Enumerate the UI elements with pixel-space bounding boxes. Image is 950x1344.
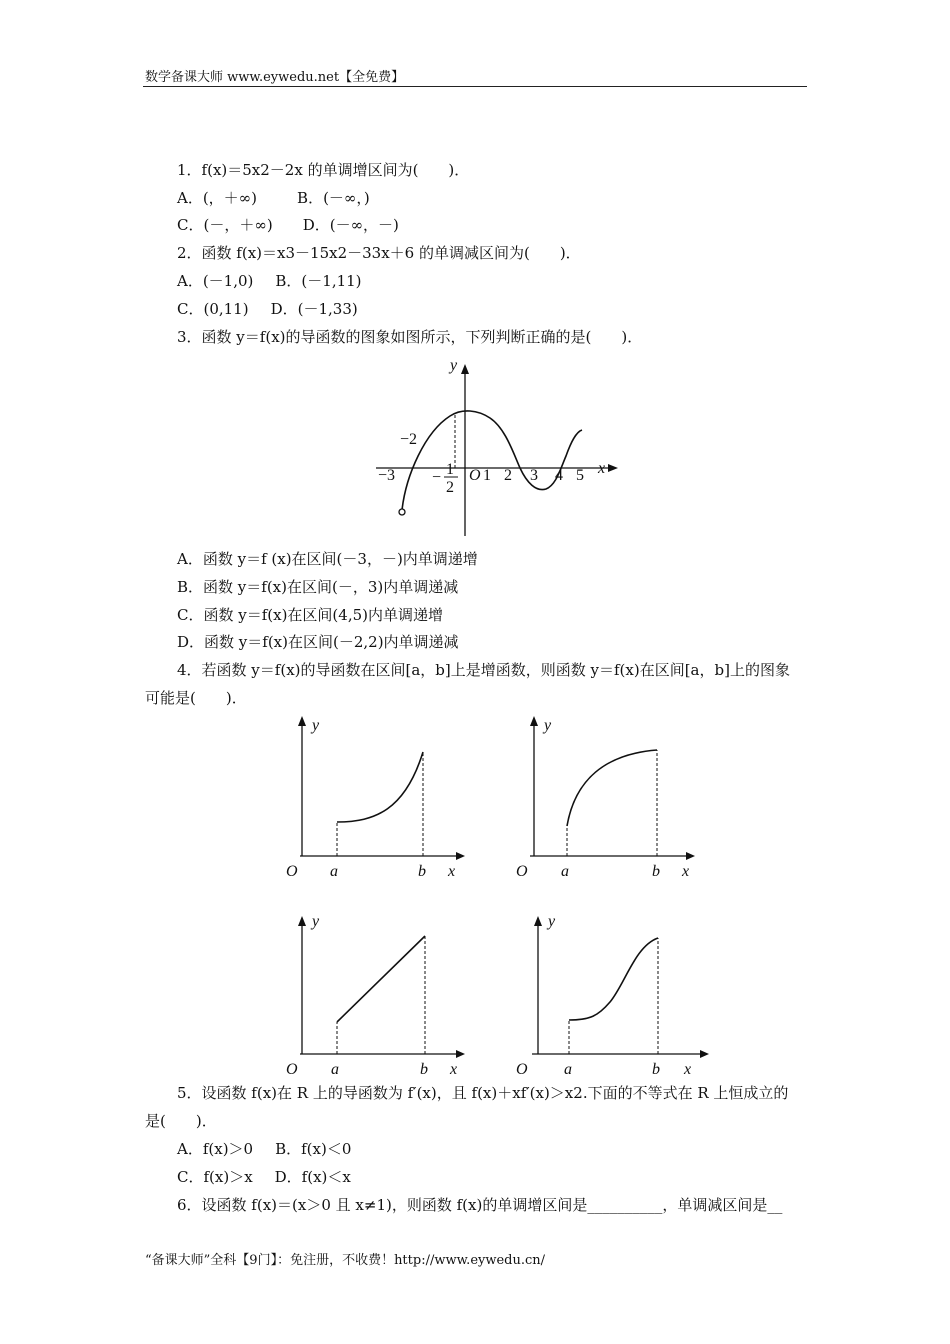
q1-options-row2 [177, 215, 399, 235]
q1-options-row1 [177, 188, 370, 208]
q4b-x-arrow [686, 852, 695, 860]
q3-option-a: A．函数 y＝f (x)在区间(－3，－)内单调递增 [177, 550, 478, 568]
q4d-curve [569, 938, 658, 1020]
q4a-y-label: y [312, 717, 320, 734]
q4d-y-label: y [548, 913, 556, 930]
q3-y-arrow [461, 364, 469, 374]
q3-option-b: B．函数 y＝f(x)在区间(－，3)内单调递减 [177, 578, 459, 596]
q3-tick-neg2: −2 [400, 431, 418, 448]
q4-graph-d [510, 906, 710, 1076]
q2-stem: 2．函数 f(x)＝x3－15x2－33x＋6 的单调减区间为( )． [177, 244, 581, 262]
q4d-origin-label: O [516, 1061, 528, 1078]
q1-option-b: B．(－∞，) [297, 189, 370, 207]
q5-option-d: D．f(x)＜x [274, 1168, 351, 1186]
q1-option-c: C．(－，＋∞) [177, 216, 273, 234]
q2-option-b: B．(－1,11) [275, 272, 362, 290]
q4c-x-arrow [456, 1050, 465, 1058]
q3-stem: 3．函数 y＝f(x)的导函数的图象如图所示，下列判断正确的是( )． [177, 328, 643, 346]
q4c-y-arrow [298, 916, 306, 926]
q4a-origin-label: O [286, 863, 298, 880]
q4c-line [337, 936, 425, 1022]
q3-option-d: D．函数 y＝f(x)在区间(－2,2)内单调递减 [177, 633, 459, 651]
q4c-y-label: y [312, 913, 320, 930]
q4d-x-label: x [684, 1061, 692, 1078]
q4b-b-label: b [652, 863, 660, 880]
q3-tick-4: 4 [555, 467, 563, 484]
q4b-y-arrow [530, 716, 538, 726]
q4b-x-label: x [682, 863, 690, 880]
q4b-curve [567, 750, 657, 826]
q4a-y-arrow [298, 716, 306, 726]
q3-derivative-graph [370, 350, 620, 545]
q4d-y-arrow [534, 916, 542, 926]
q4b-y-label: y [544, 717, 552, 734]
q3-half-num: 1 [446, 461, 454, 478]
q4b-a-label: a [561, 863, 569, 880]
q5-options-row2 [177, 1167, 351, 1187]
q4-graph-b [510, 710, 700, 880]
q4d-x-arrow [700, 1050, 709, 1058]
q3-tick-neg3: −3 [378, 467, 396, 484]
q2-options-row1 [177, 271, 362, 291]
q4d-b-label: b [652, 1061, 660, 1078]
q4a-x-label: x [448, 863, 456, 880]
q2-options-row2 [177, 299, 358, 319]
q3-option-c: C．函数 y＝f(x)在区间(4,5)内单调递增 [177, 606, 443, 624]
q4a-x-arrow [456, 852, 465, 860]
q5-option-b: B．f(x)＜0 [275, 1140, 352, 1158]
header-divider [143, 86, 807, 87]
q3-origin-label: O [469, 467, 481, 484]
q4-stem-line1: 4．若函数 y＝f(x)的导函数在区间[a，b]上是增函数，则函数 y＝f(x)在区间[a，b]上的图象 [177, 661, 790, 679]
q1-option-d: D．(－∞，－) [302, 216, 399, 234]
q3-x-arrow [608, 464, 618, 472]
q3-tick-1: 1 [483, 467, 491, 484]
q2-option-d: D．(－1,33) [270, 300, 358, 318]
q3-open-endpoint [399, 509, 405, 515]
q4c-a-label: a [331, 1061, 339, 1078]
q4a-b-label: b [418, 863, 426, 880]
q3-derivative-curve [402, 411, 582, 510]
q4c-x-label: x [450, 1061, 458, 1078]
q3-half-den: 2 [446, 479, 454, 496]
q3-tick-3: 3 [530, 467, 538, 484]
q4a-a-label: a [330, 863, 338, 880]
q4-stem-line2: 可能是( )． [145, 689, 247, 707]
q4a-curve [337, 752, 423, 822]
page-footer: “备课大师”全科【9门】：免注册，不收费！http://www.eywedu.cn/ [145, 1253, 546, 1268]
q4c-b-label: b [420, 1061, 428, 1078]
q6-stem: 6．设函数 f(x)＝(x＞0 且 x≠1)，则函数 f(x)的单调增区间是__________，单调减区间是__ [177, 1196, 783, 1214]
q1-option-a: A．(，＋∞) [177, 189, 258, 207]
q2-option-a: A．(－1,0) [177, 272, 254, 290]
q4d-a-label: a [564, 1061, 572, 1078]
q4-graph-a [280, 710, 470, 880]
q3-tick-2: 2 [504, 467, 512, 484]
q2-option-c: C．(0,11) [177, 300, 249, 318]
q3-tick-5: 5 [576, 467, 584, 484]
q5-option-c: C．f(x)＞x [177, 1168, 253, 1186]
q4b-origin-label: O [516, 863, 528, 880]
q5-stem-line1: 5．设函数 f(x)在 R 上的导函数为 f′(x)，且 f(x)＋xf′(x)＞x2.下面的不等式在 R 上恒成立的 [177, 1084, 789, 1102]
q3-x-label: x [598, 460, 606, 477]
page-header: 数学备课大师 www.eywedu.net【全免费】 [145, 70, 405, 85]
q5-options-row1 [177, 1139, 351, 1159]
q3-y-label: y [450, 357, 458, 374]
q4c-origin-label: O [286, 1061, 298, 1078]
q5-stem-line2: 是( )． [145, 1112, 217, 1130]
q1-stem: 1．f(x)＝5x2－2x 的单调增区间为( )． [177, 161, 470, 179]
q5-option-a: A．f(x)＞0 [177, 1140, 254, 1158]
q4-graph-c [280, 906, 470, 1076]
q3-half-minus: − [432, 469, 442, 486]
